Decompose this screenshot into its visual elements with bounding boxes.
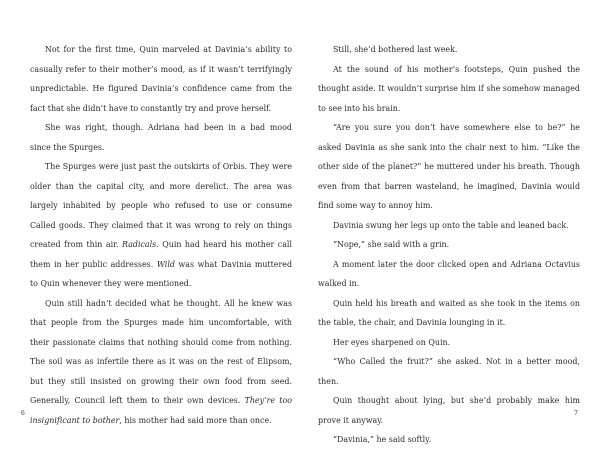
- text-run: was what Davinia muttered to Quin whenever they were mentioned.: [30, 259, 292, 288]
- text-run: “Nope,” she said with a grin.: [333, 240, 450, 249]
- text-run: Quin thought about lying, but she’d probably make him prove it anyway.: [318, 396, 580, 425]
- paragraph: [318, 118, 580, 216]
- text-run: At the sound of his mother’s footsteps, Quin pushed the thought aside. It wouldn’t surprise him if she somehow managed to see into his brain.: [318, 64, 580, 113]
- right-page: [318, 40, 580, 450]
- text-run: The Spurges were just past the outskirts of Orbis. They were older than the capital city, and more derelict. The area was largely inhabited by people who refused to use or consume Called goods. They claimed that it was wrong to rely on things created from thin air.: [30, 162, 292, 249]
- paragraph: [30, 40, 292, 118]
- text-run: Still, she’d bothered last week.: [333, 45, 458, 54]
- italic-text: Radicals: [122, 240, 157, 249]
- paragraph: [318, 430, 580, 450]
- text-run: , his mother had said more than once.: [119, 415, 272, 425]
- italic-text: They’re too insignificant to bother: [30, 396, 292, 425]
- paragraph: [318, 255, 580, 294]
- text-run: . Quin had heard his mother call them in her public addresses.: [30, 240, 292, 269]
- paragraph: [318, 333, 580, 353]
- paragraph: [318, 235, 580, 255]
- text-run: Her eyes sharpened on Quin.: [333, 337, 451, 347]
- text-run: She was right, though. Adriana had been in a bad mood since the Spurges.: [30, 123, 292, 152]
- text-run: Davinia swung her legs up onto the table and leaned back.: [333, 220, 569, 230]
- paragraph: [318, 216, 580, 236]
- left-page-number: 6: [21, 410, 25, 417]
- paragraph: [30, 118, 292, 157]
- italic-text: Wild: [156, 259, 175, 269]
- text-run: “Are you sure you don’t have somewhere else to be?” he asked Davinia as she sank into the chair next to him. “Like the other side of the planet?” he muttered under his breath. Though even from that barren wasteland, he imagined, Davinia would find some way to annoy him.: [318, 123, 580, 210]
- paragraph: [318, 391, 580, 430]
- left-page: [30, 40, 292, 430]
- text-run: A moment later the door clicked open and Adriana Octavius walked in.: [318, 259, 580, 288]
- text-run: “Davinia,” he said softly.: [333, 435, 432, 444]
- text-run: Not for the first time, Quin marveled at Davinia’s ability to casually refer to their mother’s mood, as if it wasn’t terrifyingly unpredictable. He figured Davinia’s confidence came from the fact that she didn’t have to constantly try and prove herself.: [30, 45, 292, 113]
- paragraph: [318, 294, 580, 333]
- paragraph: [318, 60, 580, 119]
- right-page-number: 7: [574, 410, 578, 417]
- paragraph: [318, 40, 580, 60]
- paragraph: [30, 294, 292, 431]
- paragraph: [318, 352, 580, 391]
- paragraph: [30, 157, 292, 294]
- text-run: Quin held his breath and waited as she took in the items on the table, the chair, and Davinia lounging in it.: [318, 298, 580, 327]
- text-run: “Who Called the fruit?” she asked. Not in a better mood, then.: [318, 357, 580, 386]
- right-page-body: [318, 40, 580, 450]
- left-page-body: [30, 40, 292, 430]
- text-run: Quin still hadn’t decided what he thought. All he knew was that people from the Spurges made him uncomfortable, with their passionate claims that nothing should come from nothing. The soil was as infertile there as it was on the rest of Elipsom, but they still insisted on growing their own food from seed. Generally, Council left them to their own devices.: [30, 298, 292, 405]
